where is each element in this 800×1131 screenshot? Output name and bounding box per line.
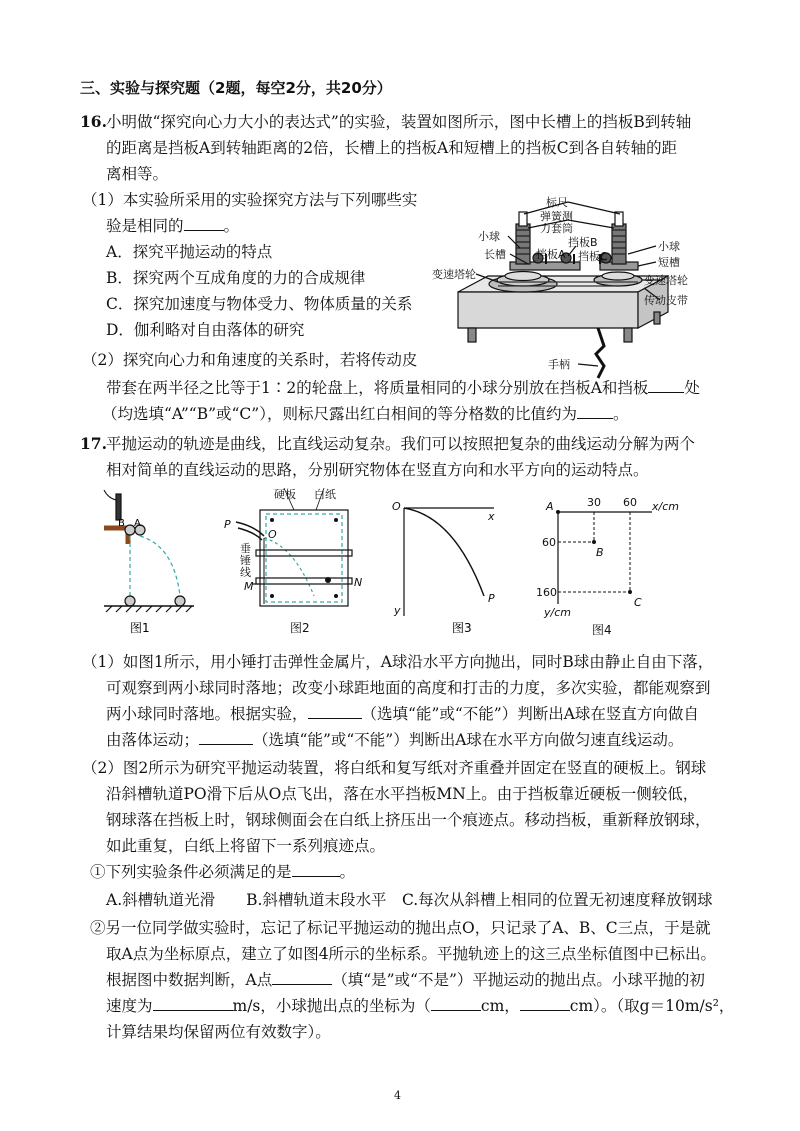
label-baffle-c: 挡板C — [578, 250, 608, 263]
figure-3 — [384, 496, 514, 636]
fig4-y-tick-160: 160 — [536, 586, 557, 599]
q16-option-b: B．探究两个互成角度的力的合成规律 — [106, 269, 366, 287]
fig4-x-tick-30: 30 — [587, 496, 601, 509]
q17-p1-line-4: 由落体运动； （选填“能”或“不能”）判断出A球在水平方向做匀速直线运动。 — [106, 731, 684, 749]
q17-p2-line-2: 沿斜槽轨道PO滑下后从O点飞出，落在水平挡板MN上。由于挡板靠近硬板一侧较低， — [106, 785, 699, 803]
fig4-caption: 图4 — [592, 623, 612, 637]
q17-sub2-line-2: 取A点为坐标原点，建立了如图4所示的坐标系。平抛轨迹上的这三点坐标值图中已标出。 — [106, 945, 717, 963]
q17-p2-line-1: （2）图2所示为研究平抛运动装置，将白纸和复写纸对齐重叠并固定在竖直的硬板上。钢球 — [82, 759, 707, 777]
fig4-label-b: B — [596, 546, 604, 559]
answer-blank[interactable] — [431, 996, 481, 1011]
figure-4 — [536, 492, 700, 638]
answer-blank[interactable] — [153, 996, 233, 1011]
q17-p1-line-1: （1）如图1所示，用小锤打击弹性金属片，A球沿水平方向抛出，同时B球由静止自由下落， — [82, 653, 714, 671]
q16-p1-line-1: （1）本实验所采用的实验探究方法与下列哪些实 — [82, 191, 418, 209]
q17-sub2-line-5: 计算结果均保留两位有效数字）。 — [106, 1023, 331, 1041]
label-handle: 手柄 — [548, 358, 570, 371]
fig4-point-b — [592, 540, 596, 544]
fig2-label-paper: 白纸 — [314, 488, 336, 501]
label-tower-left: 变速塔轮 — [432, 268, 476, 281]
centripetal-apparatus-figure — [428, 196, 698, 382]
answer-blank[interactable] — [199, 730, 253, 745]
fig2-caption: 图2 — [290, 621, 310, 635]
q16-option-d: D．伽利略对自由落体的研究 — [106, 321, 305, 339]
fig4-label-a: A — [546, 500, 554, 513]
figure-1 — [94, 486, 204, 636]
fig3-caption: 图3 — [452, 621, 472, 635]
fig2-label-plumb-2: 锤 — [240, 554, 251, 567]
answer-blank[interactable] — [272, 970, 332, 985]
fig2-label-m: M — [244, 580, 254, 593]
fig2-label-n: N — [354, 576, 363, 589]
q17-p2-line-4: 如此重复，白纸上将留下一系列痕迹点。 — [106, 837, 386, 855]
answer-blank[interactable] — [520, 996, 570, 1011]
q17-sub2-line-3: 根据图中数据判断，A点 （填“是”或“不是”）平抛运动的抛出点。小球平抛的初 — [106, 971, 705, 989]
q16-option-c: C．探究加速度与物体受力、物体质量的关系 — [106, 295, 413, 313]
label-biaochi: 标尺 — [546, 196, 568, 209]
section-title: 三、实验与探究题（2题，每空2分，共20分） — [80, 79, 392, 97]
label-baffle-a: 挡板A — [536, 248, 566, 261]
answer-blank[interactable] — [308, 704, 362, 719]
answer-blank[interactable] — [577, 404, 613, 419]
label-tanhuang-1: 弹簧测 — [540, 210, 573, 223]
q17-stem-line-2: 相对简单的直线运动的思路，分别研究物体在竖直方向和水平方向的运动特点。 — [106, 461, 649, 479]
q16-option-a: A．探究平抛运动的特点 — [106, 243, 273, 261]
q16-stem-line-3: 离相等。 — [106, 165, 169, 183]
q17-sub1-options: A.斜槽轨道光滑 B.斜槽轨道末段水平 C.每次从斜槽上相同的位置无初速度释放钢球 — [106, 891, 713, 909]
fig4-point-a — [556, 510, 560, 514]
q16-stem-line-1: 小明做“探究向心力大小的表达式”的实验，装置如图所示，图中长槽上的挡板B到转轴 — [106, 113, 692, 131]
fig1-label-b: B — [118, 518, 125, 529]
q17-sub2-line-1: ②另一位同学做实验时，忘记了标记平抛运动的抛出点O，只记录了A、B、C三点，于是就 — [90, 919, 711, 937]
fig2-label-plumb-1: 垂 — [240, 542, 251, 555]
label-belt: 传动皮带 — [644, 294, 688, 307]
fig3-label-x: x — [488, 510, 495, 523]
fig3-label-y: y — [394, 604, 401, 617]
fig4-label-c: C — [634, 596, 642, 609]
q17-p1-line-2: 可观察到两小球同时落地；改变小球距地面的高度和打击的力度，多次实验，都能观察到 — [106, 679, 711, 697]
label-tower-right: 变速塔轮 — [644, 274, 688, 287]
fig4-y-tick-60: 60 — [542, 536, 556, 549]
fig3-label-o: O — [392, 500, 401, 513]
q16-p2-line-2: 带套在两半径之比等于1∶2的轮盘上，将质量相同的小球分别放在挡板A和挡板 处 — [106, 379, 700, 397]
fig2-label-plumb-3: 线 — [240, 566, 251, 579]
q17-number: 17. — [80, 434, 107, 453]
fig4-y-axis-label: y/cm — [544, 606, 571, 619]
fig1-caption: 图1 — [130, 621, 150, 635]
fig1-label-a: A — [134, 518, 141, 529]
q16-stem-line-2: 的距离是挡板A到转轴距离的2倍，长槽上的挡板A和短槽上的挡板C到各自转轴的距 — [106, 139, 678, 157]
label-short-groove: 短槽 — [658, 256, 680, 269]
fig2-label-o: O — [268, 528, 277, 541]
q16-p1-text: 验是相同的 — [106, 217, 184, 235]
answer-blank[interactable] — [184, 216, 224, 231]
q17-p1-line-3: 两小球同时落地。根据实验， （选填“能”或“不能”）判断出A球在竖直方向做自 — [106, 705, 699, 723]
label-ball-right: 小球 — [658, 240, 680, 253]
q17-sub1: ①下列实验条件必须满足的是 。 — [90, 863, 356, 881]
answer-blank[interactable] — [292, 862, 340, 877]
fig4-x-tick-60: 60 — [623, 496, 637, 509]
q17-stem-line-1: 平抛运动的轨迹是曲线，比直线运动复杂。我们可以按照把复杂的曲线运动分解为两个 — [106, 435, 696, 453]
q16-p1-end: 。 — [223, 217, 240, 235]
q17-p2-line-3: 钢球落在挡板上时，钢球侧面会在白纸上挤压出一个痕迹点。移动挡板，重新释放钢球， — [106, 811, 711, 829]
fig2-label-p: P — [224, 518, 231, 531]
page-number: 4 — [394, 1089, 401, 1102]
fig2-label-board: 硬板 — [274, 488, 296, 501]
q16-p1-line-2 — [106, 216, 239, 236]
label-ball-left: 小球 — [478, 230, 500, 243]
q16-p2-line-1: （2）探究向心力和角速度的关系时，若将传动皮 — [82, 351, 418, 369]
q16-p2-line-3: （均选填“A”“B”或“C”），则标尺露出红白相间的等分格数的比值约为 。 — [102, 405, 629, 423]
label-long-groove: 长槽 — [484, 248, 506, 261]
q16-number: 16. — [80, 112, 107, 131]
label-baffle-b: 挡板B — [568, 236, 598, 249]
q17-sub2-line-4: 速度为 m/s，小球抛出点的坐标为（ cm， cm）。（取g＝10m/s²， — [106, 997, 735, 1015]
fig4-x-axis-label: x/cm — [652, 500, 679, 513]
fig3-label-p: P — [488, 592, 495, 605]
label-tanhuang-2: 力套筒 — [540, 222, 573, 235]
figure-2 — [224, 486, 364, 636]
fig4-point-c — [628, 590, 632, 594]
